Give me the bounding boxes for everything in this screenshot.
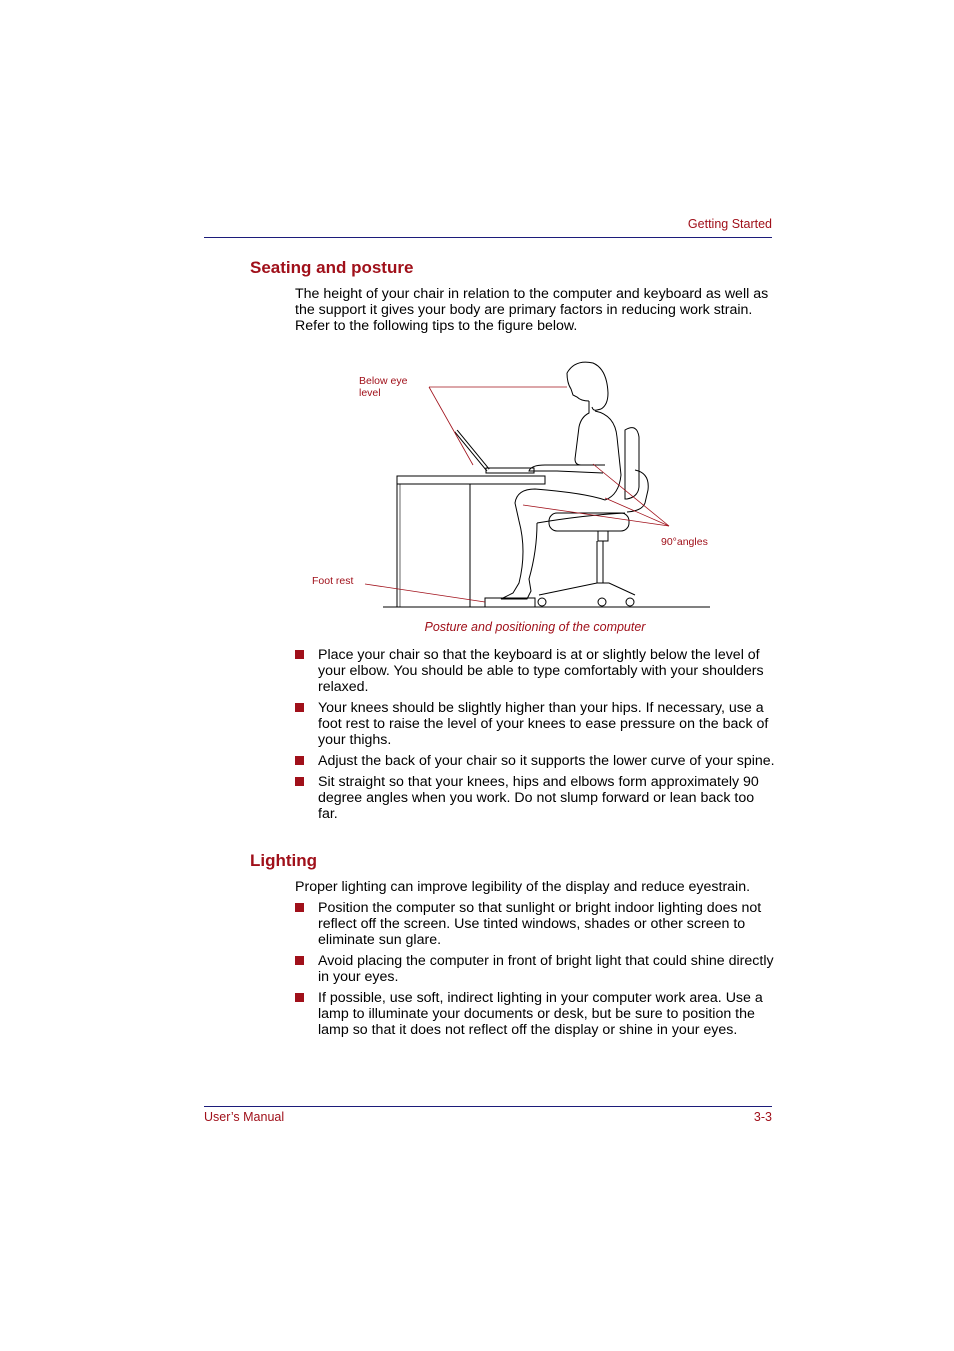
list-item: Place your chair so that the keyboard is at or slightly below the level of your elbow. You should be able to type comfortably with your shoulders relaxed. — [295, 647, 775, 695]
person-arm — [529, 465, 603, 473]
bullet-square-icon — [295, 903, 304, 912]
running-header: Getting Started — [687, 217, 772, 231]
bullet-square-icon — [295, 956, 304, 965]
label-foot-rest: Foot rest — [312, 575, 354, 587]
list-item: Your knees should be slightly higher than your hips. If necessary, use a foot rest to raise the level of your knees to ease pressure on the back of your thighs. — [295, 700, 775, 748]
person-hair — [567, 362, 608, 410]
person-torso — [575, 401, 605, 465]
desk-top — [397, 476, 545, 484]
list-item: Adjust the back of your chair so it supports the lower curve of your spine. — [295, 753, 775, 769]
person-face — [567, 373, 589, 401]
label-90-angles: 90°angles — [661, 536, 708, 548]
laptop-base — [486, 468, 534, 473]
list-item: Sit straight so that your knees, hips and elbows form approximately 90 degree angles when you work. Do not slump forward or lean back too far. — [295, 774, 775, 822]
label-below-eye-1: Below eye — [359, 375, 408, 387]
person-legs — [501, 489, 605, 599]
list-item: Position the computer so that sunlight or bright indoor lighting does not reflect off the screen. Use tinted windows, shades or other screen to eliminate sun glare. — [295, 900, 775, 948]
section-title-lighting: Lighting — [250, 851, 318, 870]
footer-manual-title: User’s Manual — [204, 1110, 285, 1124]
bullet-square-icon — [295, 756, 304, 765]
bullet-square-icon — [295, 703, 304, 712]
footer-rule — [204, 1106, 772, 1107]
desk-pedestal — [397, 484, 470, 607]
lighting-intro: Proper lighting can improve legibility of the display and reduce eyestrain. — [295, 879, 751, 895]
header-rule — [204, 237, 772, 238]
lighting-tips-list — [295, 900, 775, 1043]
label-below-eye-2: level — [359, 387, 381, 399]
bullet-square-icon — [295, 650, 304, 659]
chair-back — [625, 428, 639, 499]
list-item: If possible, use soft, indirect lighting in your computer work area. Use a lamp to illuminate your documents or desk, but be sure to position the lamp so that it does not reflect off the display or shine in your eyes. — [295, 990, 775, 1038]
bullet-square-icon — [295, 777, 304, 786]
posture-figure — [305, 355, 725, 615]
section-title-seating: Seating and posture — [250, 258, 414, 277]
page-number: 3-3 — [753, 1110, 772, 1124]
figure-caption: Posture and positioning of the computer — [424, 620, 646, 634]
seating-tips-list — [295, 647, 775, 827]
list-item: Avoid placing the computer in front of bright light that could shine directly in your eyes. — [295, 953, 775, 985]
seating-intro: The height of your chair in relation to the computer and keyboard as well as the support it gives your body are primary factors in reducing work strain. Refer to the following tips to the figure below. — [295, 286, 769, 334]
bullet-square-icon — [295, 993, 304, 1002]
